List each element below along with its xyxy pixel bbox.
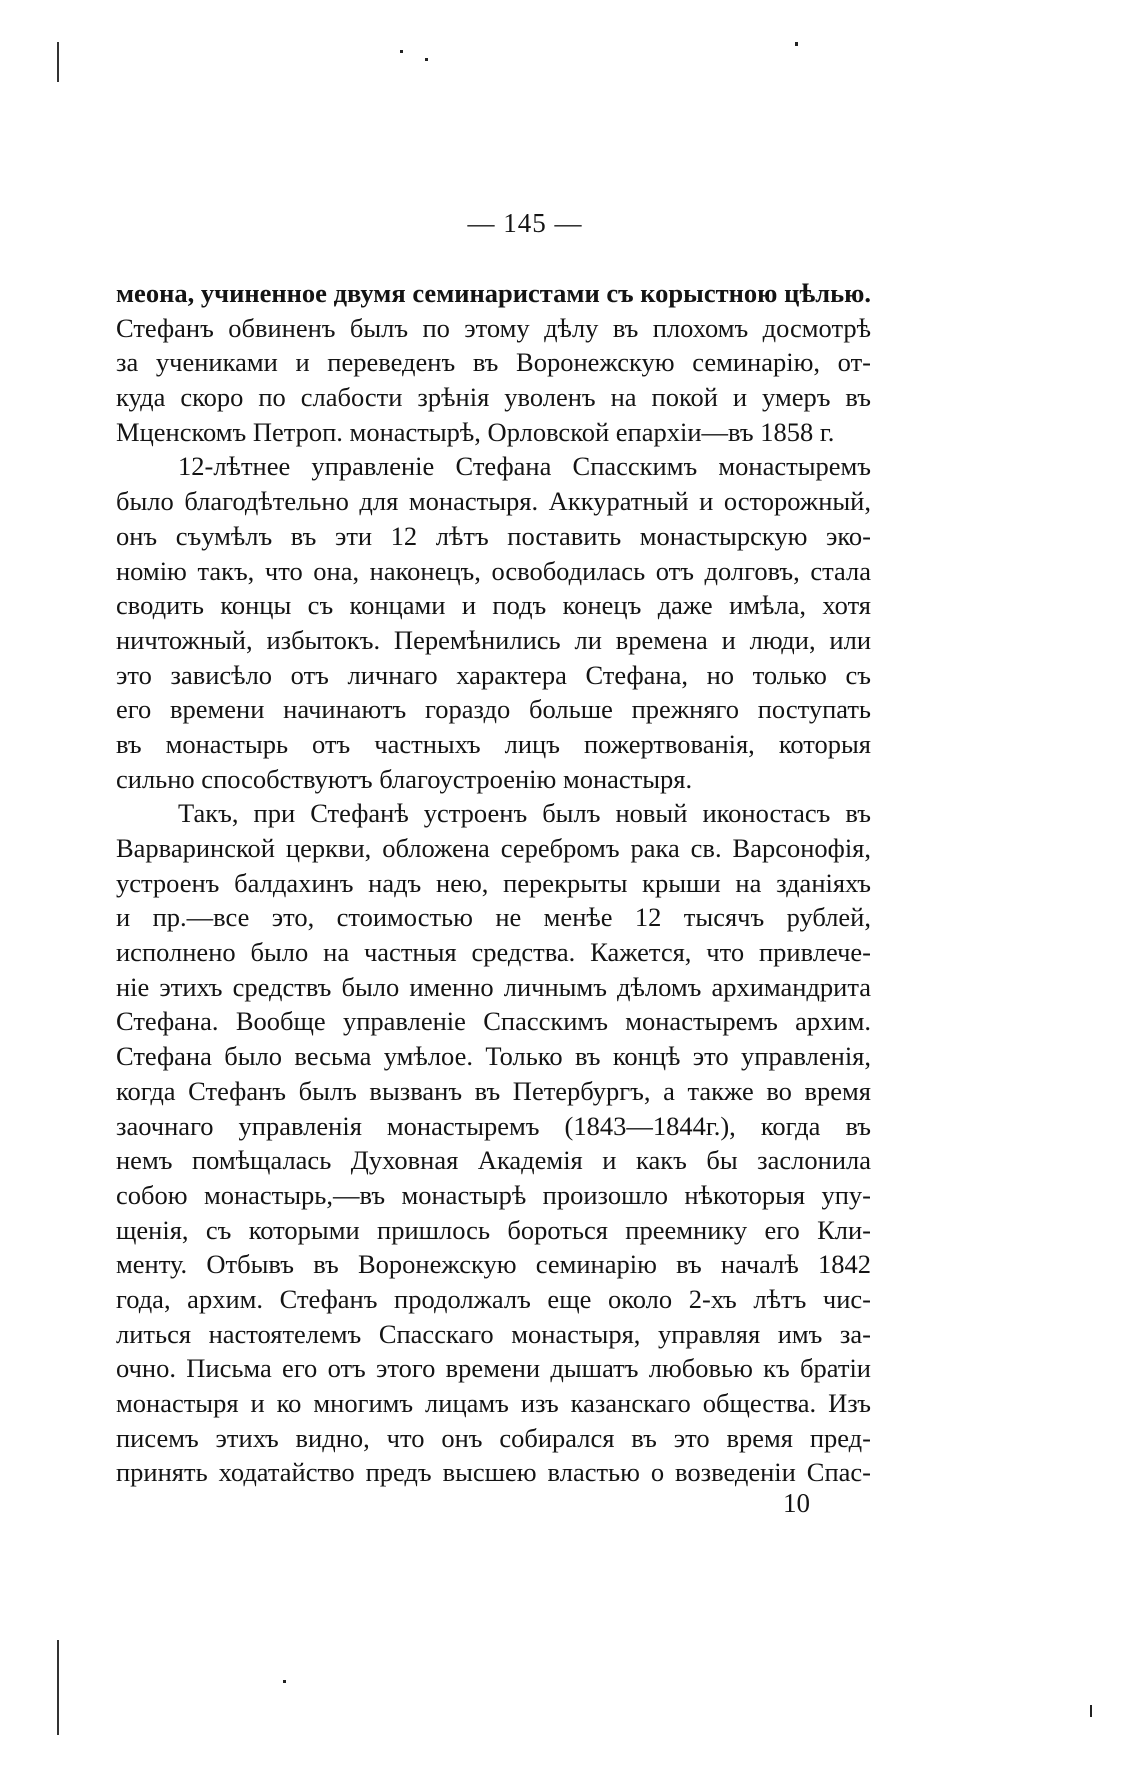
- text-line: меона, учиненное двумя семинаристами съ корыстною цѣлью.: [116, 278, 871, 308]
- text-line: 12-лѣтнее управленіе Стефана Спасскимъ монастыремъ: [178, 451, 871, 482]
- scan-speck: [283, 1680, 286, 1683]
- text-line: ничтожный, избытокъ. Перемѣнились ли времена и люди, или: [116, 624, 871, 655]
- text-line: заочнаго управленія монастыремъ (1843—1844г.), когда въ: [116, 1110, 871, 1141]
- text-line: монастыря и ко многимъ лицамъ изъ казанскаго общества. Изъ: [116, 1388, 871, 1418]
- text-line: Стефана. Вообще управленіе Спасскимъ монастыремъ архим.: [116, 1006, 871, 1037]
- text-line: его времени начинаютъ гораздо больше прежняго поступать: [116, 694, 871, 725]
- scan-speck: [1090, 1705, 1092, 1717]
- scan-margin-line-top: [57, 42, 59, 82]
- scan-margin-line-bottom: [57, 1640, 59, 1735]
- text-line: и пр.—все это, стоимостью не менѣе 12 тысячъ рублей,: [116, 902, 871, 933]
- text-line: Варваринской церкви, обложена серебромъ рака св. Варсонофія,: [116, 833, 871, 863]
- text-line: это зависѣло отъ личнаго характера Стефана, но только съ: [116, 659, 871, 690]
- text-line: сводить концы съ концами и подъ конецъ даже имѣла, хотя: [116, 590, 871, 621]
- text-line: Стефанъ обвиненъ былъ по этому дѣлу въ плохомъ досмотрѣ: [116, 312, 871, 343]
- text-line: менту. Отбывъ въ Воронежскую семинарію въ началѣ 1842: [116, 1249, 871, 1280]
- scan-speck: [425, 58, 428, 61]
- text-line: Стефана было весьма умѣлое. Только въ концѣ это управленія,: [116, 1041, 871, 1072]
- text-line: собою монастырь,—въ монастырѣ произошло нѣкоторыя упу-: [116, 1179, 871, 1210]
- text-line: сильно способствуютъ благоустроенію монастыря.: [116, 763, 693, 794]
- text-line: немъ помѣщалась Духовная Академія и какъ бы заслонила: [116, 1145, 871, 1176]
- scan-speck: [795, 42, 798, 46]
- text-line: литься настоятелемъ Спасскаго монастыря, управляя имъ за-: [116, 1318, 871, 1349]
- text-line: исполнено было на частныя средства. Кажется, что привлече-: [116, 937, 871, 968]
- signature-mark: 10: [783, 1488, 810, 1518]
- text-line: щенія, съ которыми пришлось бороться преемнику его Кли-: [116, 1214, 871, 1245]
- text-line: принять ходатайство предъ высшею властью о возведеніи Спас-: [116, 1457, 871, 1488]
- text-line: когда Стефанъ былъ вызванъ въ Петербургъ, а также во время: [116, 1075, 871, 1106]
- text-line: онъ съумѣлъ въ эти 12 лѣтъ поставить монастырскую эко-: [116, 520, 871, 551]
- text-line: года, архим. Стефанъ продолжалъ еще около 2-хъ лѣтъ чис-: [116, 1283, 871, 1314]
- text-line: за учениками и переведенъ въ Воронежскую семинарію, от-: [116, 347, 871, 378]
- text-line: устроенъ балдахинъ надъ нею, перекрыты крыши на зданіяхъ: [116, 867, 871, 898]
- text-line: было благодѣтельно для монастыря. Аккуратный и осторожный,: [116, 486, 871, 517]
- text-line: очно. Письма его отъ этого времени дышатъ любовью къ братіи: [116, 1353, 871, 1384]
- text-line: ніе этихъ средствъ было именно личнымъ дѣломъ архимандрита: [116, 971, 871, 1002]
- page-number: — 145 —: [467, 208, 583, 238]
- scan-speck: [400, 50, 403, 53]
- text-line: Такъ, при Стефанѣ устроенъ былъ новый иконостасъ въ: [178, 798, 871, 829]
- body-text: [116, 276, 871, 1490]
- text-line: въ монастырь отъ частныхъ лицъ пожертвованія, которыя: [116, 728, 871, 759]
- text-line: куда скоро по слабости зрѣнія уволенъ на покой и умеръ въ: [116, 382, 871, 413]
- text-line: писемъ этихъ видно, что онъ собирался въ это время пред-: [116, 1422, 871, 1453]
- text-line: номію такъ, что она, наконецъ, освободилась отъ долговъ, стала: [116, 555, 871, 586]
- text-line: Мценскомъ Петроп. монастырѣ, Орловской епархіи—въ 1858 г.: [116, 416, 835, 447]
